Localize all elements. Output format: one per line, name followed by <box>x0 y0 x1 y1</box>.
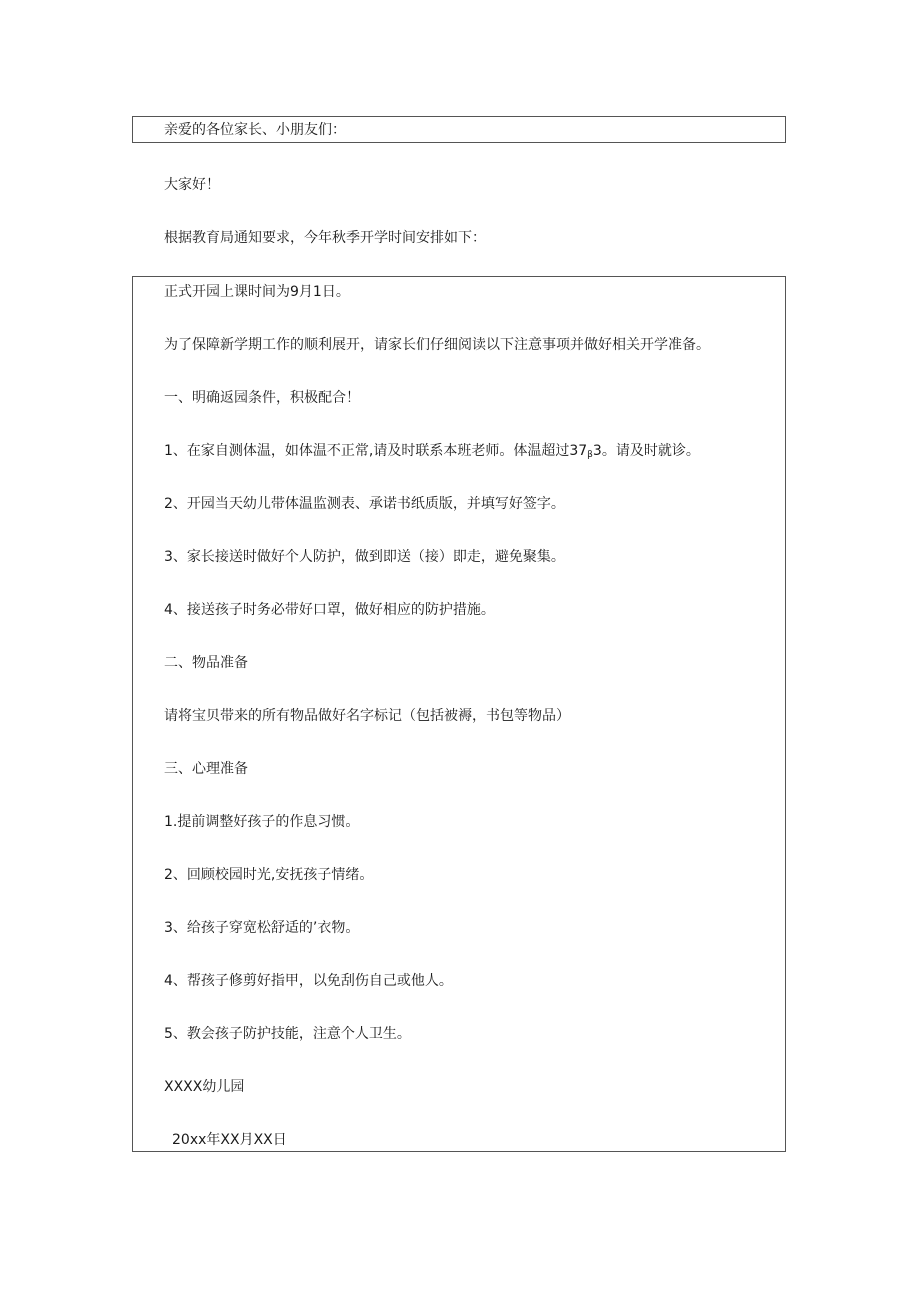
section1-item4: 4、接送孩子时务必带好口罩，做好相应的防护措施。 <box>164 602 495 618</box>
section2-heading: 二、物品准备 <box>164 655 248 671</box>
section3-item5: 5、教会孩子防护技能，注意个人卫生。 <box>164 1026 411 1042</box>
section1-item2: 2、开园当天幼儿带体温监测表、承诺书纸质版，并填写好签字。 <box>164 496 565 512</box>
date: 20xx年XX月XX日 <box>172 1132 287 1148</box>
section1-item1-before: 1、在家自测体温，如体温不正常,请及时联系本班老师。体温超过37 <box>164 443 588 459</box>
section1-item1 <box>164 441 700 465</box>
section3-item4: 4、帮孩子修剪好指甲，以免刮伤自己或他人。 <box>164 973 453 989</box>
purpose: 为了保障新学期工作的顺利展开，请家长们仔细阅读以下注意事项并做好相关开学准备。 <box>164 337 710 353</box>
section1-item3: 3、家长接送时做好个人防护，做到即送（接）即走，避免聚集。 <box>164 549 565 565</box>
section3-item3: 3、给孩子穿宽松舒适的’衣物。 <box>164 920 360 936</box>
start-date: 正式开园上课时间为9月1日。 <box>164 284 350 300</box>
section1-item1-sub: β <box>587 450 593 460</box>
section3-item1: 1.提前调整好孩子的作息习惯。 <box>164 814 360 830</box>
section2-text: 请将宝贝带来的所有物品做好名字标记（包括被褥，书包等物品） <box>164 708 570 724</box>
intro: 根据教育局通知要求，今年秋季开学时间安排如下： <box>164 230 486 246</box>
greeting: 大家好！ <box>164 177 220 193</box>
section3-heading: 三、心理准备 <box>164 761 248 777</box>
section3-item2: 2、回顾校园时光,安抚孩子情绪。 <box>164 867 374 883</box>
salutation: 亲爱的各位家长、小朋友们： <box>164 122 346 138</box>
section1-heading: 一、明确返园条件，积极配合！ <box>164 390 360 406</box>
section1-item1-after: 3。请及时就诊。 <box>592 443 700 459</box>
signature: XXXX幼儿园 <box>164 1079 245 1095</box>
